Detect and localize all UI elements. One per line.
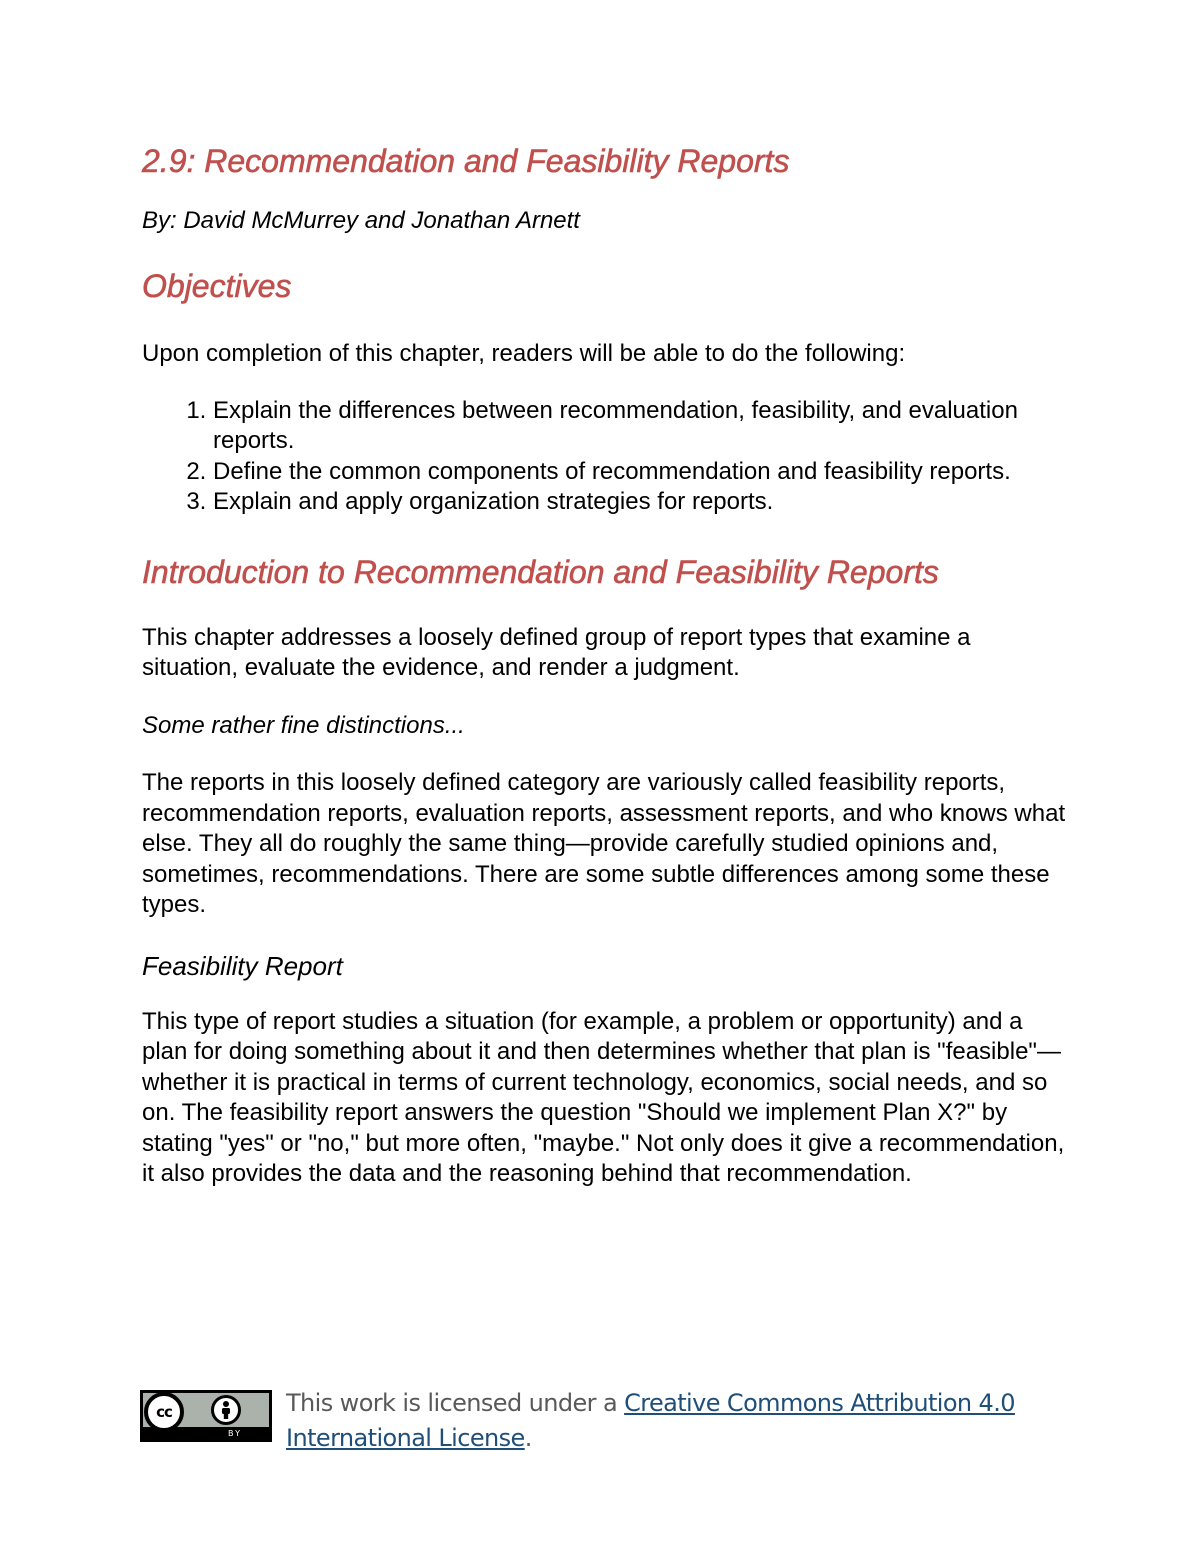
intro-heading: Introduction to Recommendation and Feasibility Reports <box>142 553 939 590</box>
objectives-heading: Objectives <box>142 268 292 304</box>
feasibility-heading: Feasibility Report <box>142 950 343 981</box>
badge-by-label: BY <box>228 1429 242 1438</box>
license-suffix: . <box>524 1424 532 1452</box>
objectives-list <box>142 396 1072 518</box>
document-page <box>142 140 1072 1190</box>
license-block <box>140 1386 1080 1466</box>
attribution-person-icon <box>211 1395 241 1425</box>
feasibility-paragraph: This type of report studies a situation (for example, a problem or opportunity) and a plan for doing something about it and then determines whether that plan is "feasible"—whether it is practical in terms of current technology, economics, social needs, and so on. The feasibility report answers the question "Should we implement Plan X?" by stating "yes" or "no," but more often, "maybe." Not only does it give a recommendation, it also provides the data and the reasoning behind that recommendation. <box>142 1007 1065 1187</box>
document-title: 2.9: Recommendation and Feasibility Reports <box>142 143 790 179</box>
license-prefix: This work is licensed under a <box>286 1389 625 1417</box>
fine-distinctions-text: Some rather fine distinctions... <box>142 711 465 739</box>
reports-paragraph: The reports in this loosely defined category are variously called feasibility reports, recommendation reports, evaluation reports, assessment reports, and who knows what else. They all do roughly the same thing—provide carefully studied opinions and, sometimes, recommendations. There are some subtle differences among some these types. <box>142 769 1066 918</box>
license-link[interactable]: Creative Commons Attribution 4.0 International License <box>286 1389 1015 1452</box>
cc-by-badge-icon[interactable] <box>140 1390 272 1442</box>
intro-paragraph: This chapter addresses a loosely defined group of report types that examine a situation, evaluate the evidence, and render a judgment. <box>142 623 971 681</box>
cc-logo-icon: cc <box>144 1392 184 1432</box>
objectives-intro: Upon completion of this chapter, readers will be able to do the following: <box>142 340 906 367</box>
list-item: 3. Explain and apply organization strategies for reports. <box>213 487 1072 518</box>
license-text <box>286 1386 1076 1456</box>
byline: By: David McMurrey and Jonathan Arnett <box>142 207 580 234</box>
list-item: 1. Explain the differences between recommendation, feasibility, and evaluation reports. <box>213 396 1072 457</box>
list-item: 2. Define the common components of recommendation and feasibility reports. <box>213 457 1072 488</box>
